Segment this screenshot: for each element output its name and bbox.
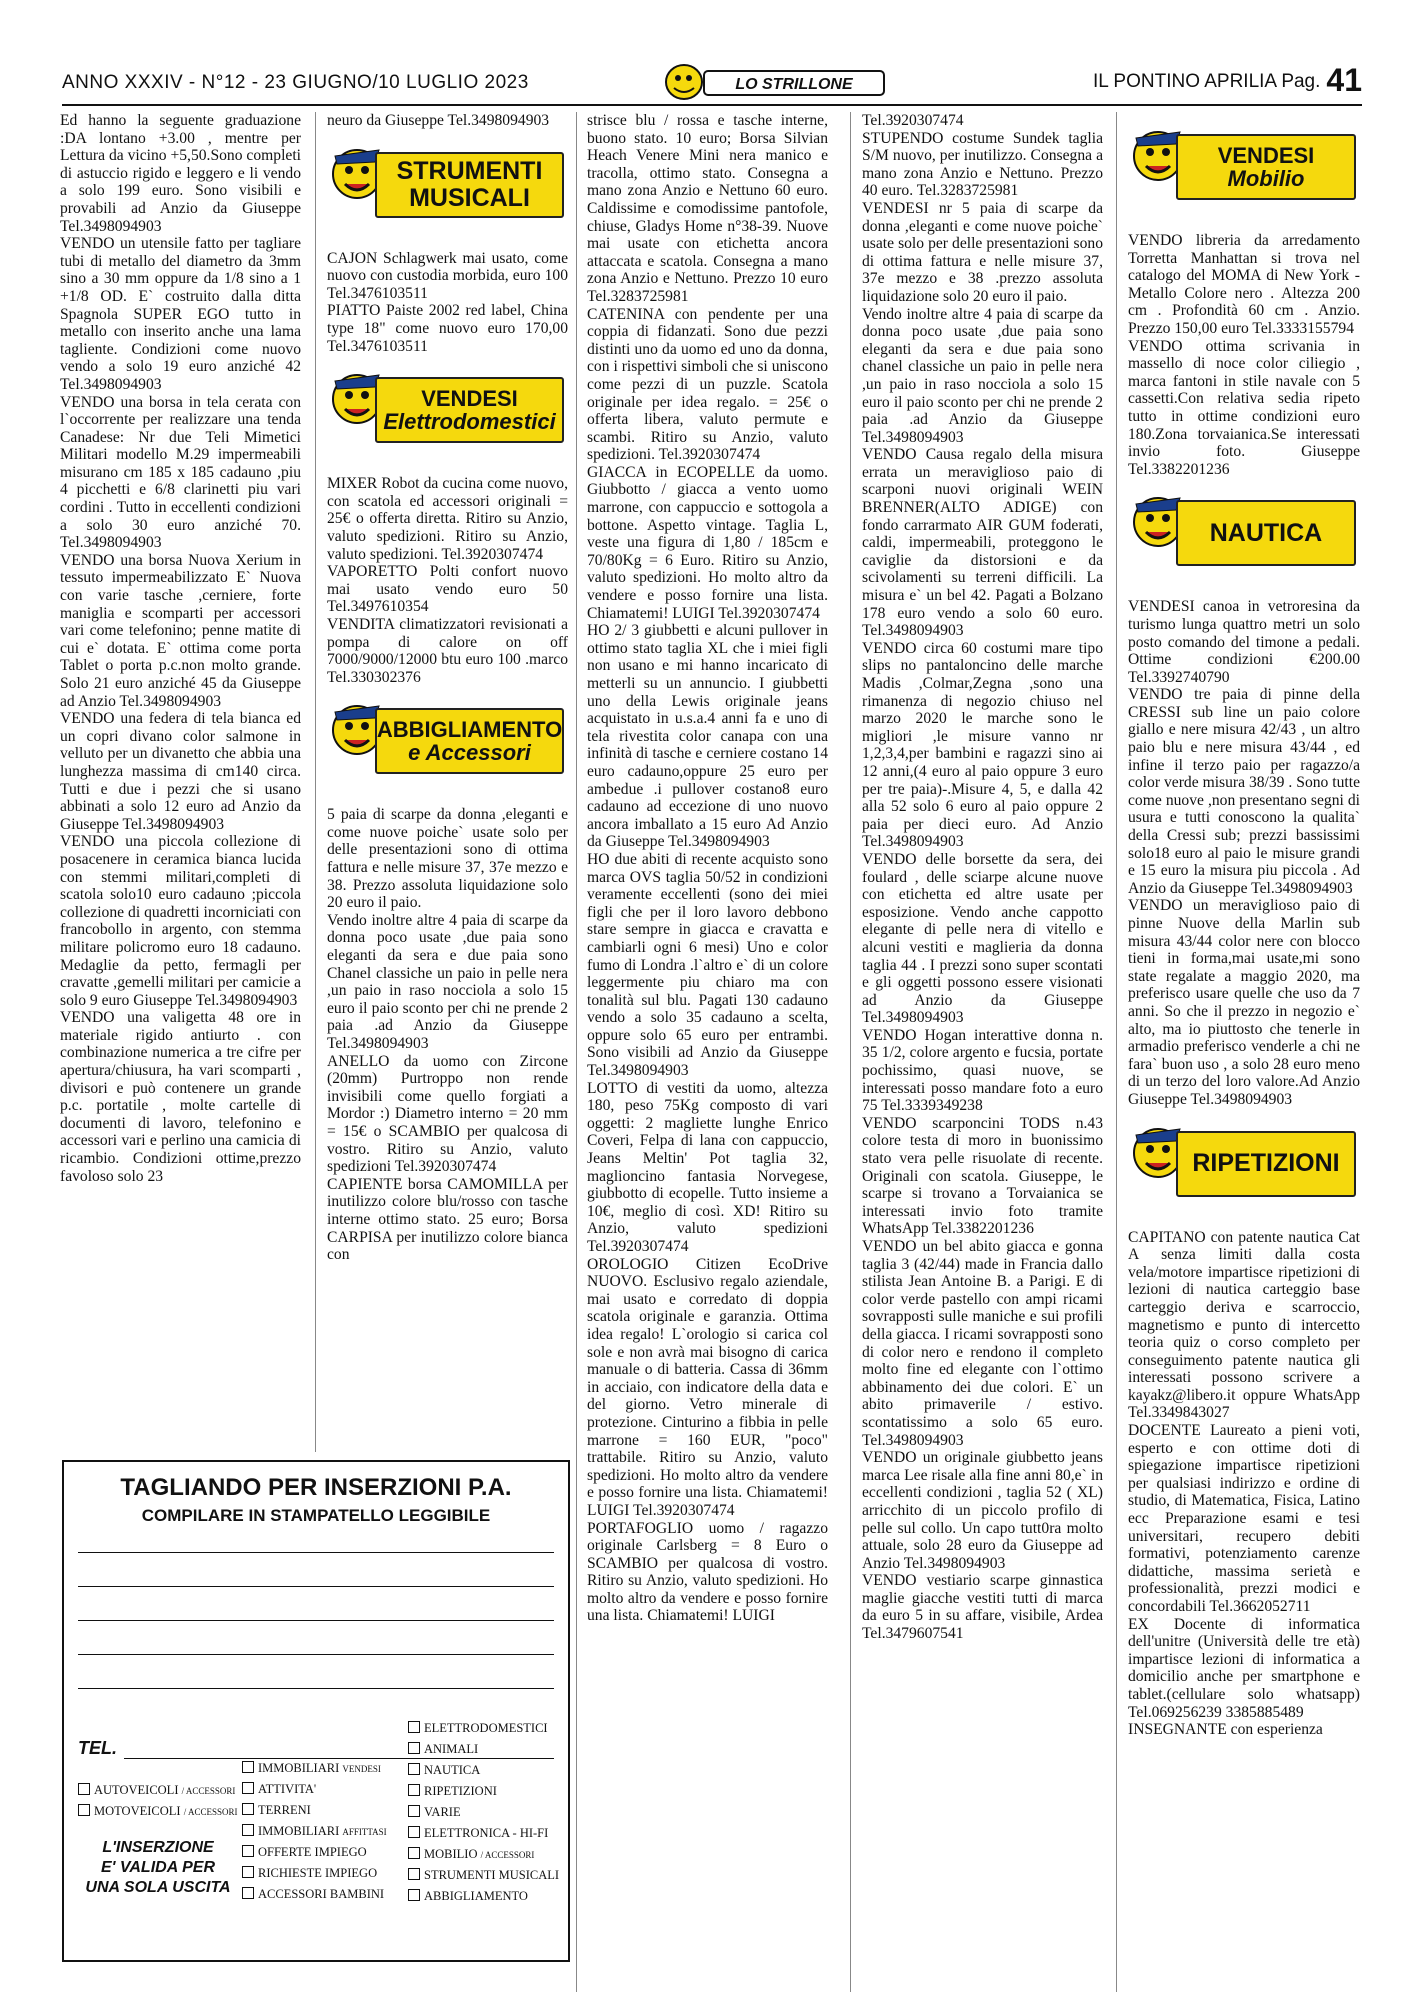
column-2 <box>327 112 568 1452</box>
ad-text: VENDO un originale giubbetto jeans marca Lee risale alla fine anni 80,e` in eccellenti condizioni , taglia 52 ( XL) arricchito di un piccolo profilo di pelle sul collo. Un capo tutt0ra molto attuale, solo 28 euro da Giuseppe ad Anzio Tel.3498094903 <box>862 1449 1103 1572</box>
ad-text: GIACCA in ECOPELLE da uomo. Giubbotto / giacca a vento uomo marrone, con cappuccio e sottogola a bottone. Aspetto vintage. Taglia L, veste una figura di 1,80 / 185cm e 70/80Kg = 6 Euro. Ritiro su Anzio, valuto spedizioni. Ho molto altro da vendere e posso fornire una lista. Chiamatemi! LUIGI Tel.3920307474 <box>587 463 828 622</box>
ad-text: PIATTO Paiste 2002 red label, China type 18" come nuovo euro 170,00 Tel.3476103511 <box>327 302 568 355</box>
section-title <box>1176 134 1356 200</box>
column-4 <box>862 112 1103 1992</box>
tel-label: TEL. <box>78 1738 117 1758</box>
checkbox[interactable] <box>242 1761 254 1773</box>
column-1 <box>60 112 301 1452</box>
checkbox[interactable] <box>242 1887 254 1899</box>
category-label: AUTOVEICOLI <box>94 1783 179 1797</box>
ad-text: Vendo inoltre altre 4 paia di scarpe da donna poco usate ,due paia sono eleganti da sera e due paia sono chanel classiche un paio in pelle nera ,un paio in raso nocciola a solo 15 euro il paio sconto per chi ne prende 2 paia .ad Anzio da Giuseppe Tel.3498094903 <box>862 305 1103 446</box>
section-banner-abbigliamento <box>327 690 568 800</box>
category-checkbox-row[interactable] <box>408 1781 559 1802</box>
category-group-goods <box>408 1718 559 1907</box>
ad-text: LOTTO di vestiti da uomo, altezza 180, peso 75Kg composto di vari oggetti: 2 magliette lunghe Enrico Coveri, Felpa di lana con cappuccio, Jeans Meltin' Pot taglia 32, maglioncino fantasia Norvegese, giubbotto di ecopelle. Tutto insieme a 10€, meglio di così. XD! Ritiro su Anzio, valuto spedizioni Tel.3920307474 <box>587 1079 828 1255</box>
ad-text: VENDO una piccola collezione di posacenere in ceramica bianca lucida con stemmi militari,completi di scatola solo10 euro cadauno ;piccola collezione di quadretti incorniciati con francobollo in argento, con stemma militare policromo euro 18 cadauno. Medaglie da petto, fermagli per cravatte ,gemelli militari per camicie a solo 9 euro Giuseppe Tel.3498094903 <box>60 833 301 1009</box>
ad-text: HO 2/ 3 giubbetti e alcuni pullover in ottimo stato taglia XL che i miei figli non usano e mi hanno incaricato di metterli su un annuncio. I giubbetti uno della Lewis originale jeans acquistato in u.s.a.4 anni fa e uno di tela rivestita color canapa con una infinità di tasche e cerniere costano 14 euro cadauno,oppure 25 euro per ambedue .i pullover costano8 euro cadauno ad eccezione di uno nuovo ancora imballato a 15 euro Ad Anzio da Giuseppe Tel.3498094903 <box>587 622 828 851</box>
category-label: ACCESSORI BAMBINI <box>258 1887 385 1901</box>
category-sublabel: / ACCESSORI <box>183 1807 238 1817</box>
category-label: MOTOVEICOLI <box>94 1804 181 1818</box>
section-title-line1: VENDESI <box>421 386 518 412</box>
section-banner-strumenti <box>327 134 568 244</box>
ad-text: VENDO scarponcini TODS n.43 colore testa di moro in buonissimo stato vera pelle risuolate di recente. Originali con scatola. Giuseppe, le scarpe si trovano a Torvaianica se interessati invio foto tramite WhatsApp Tel.3382201236 <box>862 1114 1103 1238</box>
ad-coupon-form <box>62 1460 570 1962</box>
ad-text: DOCENTE Laureato a pieni voti, esperto e con ottime doti di spiegazione impartisce ripetizioni per qualsiasi indirizzo e ordine di studio, di Matematica, Fisica, Latino ecc Preparazione esami e tesi universitari, recupero debiti formativi, potenziamento carenze didattiche, massima serietà e professionalità, prezzi modici e concordabili Tel.3662052711 <box>1128 1422 1360 1615</box>
checkbox[interactable] <box>408 1805 420 1817</box>
checkbox[interactable] <box>408 1721 420 1733</box>
category-checkbox-row[interactable] <box>408 1718 559 1739</box>
validity-line: L'INSERZIONE <box>102 1839 214 1856</box>
section-banner-ripetizioni <box>1128 1113 1360 1223</box>
checkbox[interactable] <box>242 1866 254 1878</box>
coupon-title: TAGLIANDO PER INSERZIONI P.A. <box>120 1474 512 1501</box>
section-title: RIPETIZIONI <box>1176 1131 1356 1197</box>
checkbox[interactable] <box>408 1784 420 1796</box>
checkbox[interactable] <box>408 1868 420 1880</box>
section-title-line2: Mobilio <box>1227 166 1305 191</box>
checkbox[interactable] <box>242 1824 254 1836</box>
ad-text: VENDO una federa di tela bianca ed un copri divano color salmone in velluto per un divanetto che abbia una lunghezza massima di cm140 circa. Tutti e due i pezzi che si usano abbinati a solo 12 euro ad Anzio da Giuseppe Tel.3498094903 <box>60 710 301 833</box>
category-label: OFFERTE IMPIEGO <box>258 1845 367 1859</box>
category-sublabel: AFFITTASI <box>342 1827 387 1837</box>
section-title-line2: e Accessori <box>408 740 531 766</box>
category-label: ATTIVITA' <box>258 1782 317 1796</box>
checkbox[interactable] <box>408 1826 420 1838</box>
category-checkbox-row[interactable] <box>242 1821 387 1842</box>
checkbox[interactable] <box>408 1742 420 1754</box>
ad-text: EX Docente di informatica dell'unitre (Università delle tre età) impartisce lezioni di informatica a domicilio anche per smartphone e tablet.(cellulare solo whatsapp) Tel.069256239 3385885489 <box>1128 1615 1360 1721</box>
ad-text: VENDO Causa regalo della misura errata un meraviglioso paio di scarponi nuovi originali WEIN BRENNER(ALTO ADIGE) con fondo carrarmato AIR GUM foderati, caldi, impermeabili, proteggono le caviglie da distorsioni e da scivolamenti su terreni difficili. La misura e` un bel 42. Pagati a Bolzano 178 euro vendo a solo 60 euro. Tel.3498094903 <box>862 446 1103 640</box>
ad-text: HO due abiti di recente acquisto sono marca OVS taglia 50/52 in condizioni veramente eccellenti (sono dei miei figli che per il loro lavoro debbono stare sempre in giacca e cravatta e cambiarli ogni 6 mesi) Uno e color fumo di Londra .l`altro e` di un colore leggermente piu chiaro ma con tonalità sul blu. Pagati 130 cadauno vendo a solo 35 cadauno a scelta, oppure solo 65 euro per entrambi. Sono visibili ad Anzio da Giuseppe Tel.3498094903 <box>587 850 828 1080</box>
lo-strillone-logo <box>662 62 892 102</box>
category-checkbox-row[interactable] <box>242 1779 387 1800</box>
column-3 <box>587 112 828 1992</box>
logo-text: LO STRILLONE <box>735 76 853 93</box>
category-checkbox-row[interactable] <box>242 1884 387 1905</box>
category-group-vehicles <box>78 1780 237 1822</box>
checkbox[interactable] <box>408 1847 420 1859</box>
write-line[interactable] <box>78 1654 554 1655</box>
checkbox[interactable] <box>242 1803 254 1815</box>
category-sublabel: VENDESI <box>342 1764 381 1774</box>
ad-text: VENDO vestiario scarpe ginnastica maglie giacche vestiti tutti di marca da euro 5 in su affare, visibile, Ardea Tel.3479607541 <box>862 1572 1103 1643</box>
ad-text: 5 paia di scarpe da donna ,eleganti e come nuove poiche` usate solo per delle presentazioni sono di ottima fattura e nelle misure 37, 37e mezzo e 38. Prezzo assoluta liquidazione solo 20 euro il paio. <box>327 806 568 912</box>
section-banner-elettrodomestici <box>327 359 568 469</box>
category-checkbox-row[interactable] <box>408 1844 559 1865</box>
ad-text: VENDO una borsa in tela cerata con l`occorrente per realizzare una tenda Canadese: Nr due Teli Mimetici Militari modello M.29 impermeabili misurano cm 185 x 185 cadauno ,piu 4 picchetti e 6/8 clarinetti piu vari cordini . Tutto in eccellenti condizioni a solo 30 euro anziché 70. Tel.3498094903 <box>60 393 301 552</box>
ad-text: Ed hanno la seguente graduazione :DA lontano +3.00 , mentre per Lettura da vicino +5,50.Sono completi di astuccio rigido e leggero e li vendo a solo 199 euro. Sono visibili e provabili ad Anzio da Giuseppe Tel.3498094903 <box>60 112 301 235</box>
ad-text: VAPORETTO Polti confort nuovo mai usato vendo euro 50 Tel.3497610354 <box>327 563 568 616</box>
ad-text: CAJON Schlagwerk mai usato, come nuovo con custodia morbida, euro 100 Tel.3476103511 <box>327 249 568 302</box>
category-label: IMMOBILIARI <box>258 1761 340 1775</box>
category-label: STRUMENTI MUSICALI <box>424 1868 560 1882</box>
ad-text: STUPENDO costume Sundek taglia S/M nuovo, per inutilizzo. Consegna a mano zona Anzio e Nettuno. Prezzo 40 euro. Tel.3283725981 <box>862 129 1103 200</box>
ad-text: VENDO un utensile fatto per tagliare tubi di metallo del diametro da 3mm sino a 30 mm oppure da 1/8 sino a 1 +1/8 OD. E` costruito dalla ditta Spagnola SUPER EGO tutto in metallo con inserito anche una lama tagliente. Condizioni come nuovo vendo a solo 19 euro anziché 42 Tel.3498094903 <box>60 235 301 393</box>
category-checkbox-row[interactable] <box>242 1800 387 1821</box>
ad-text: CATENINA con pendente per una coppia di fidanzati. Sono due pezzi distinti uno da uomo ed uno da donna, con i rispettivi simboli che si uniscono come pezzi di un puzzle. Scatola originale per idea regalo. = 25€ o offerta libera, valuto permute e scambi. Ritiro su Anzio, valuto spedizioni. Tel.3920307474 <box>587 305 828 464</box>
checkbox[interactable] <box>242 1782 254 1794</box>
checkbox[interactable] <box>408 1763 420 1775</box>
section-banner-mobilio <box>1128 116 1360 226</box>
ad-text: strisce blu / rossa e tasche interne, buono stato. 10 euro; Borsa Silvian Heach Venere Mini nera manico e tracolla, ottimo stato. Consegna a mano zona Anzio e Nettuno 60 euro. Caldissime e comodissime pantofole, chiuse, Gladys Home n°38-39. Nuove mai usate con etichetta ancora attaccata e scatola. Consegna a mano zona Anzio e Nettuno. Prezzo 10 euro Tel.3283725981 <box>587 112 828 305</box>
ad-text: Tel.3920307474 <box>862 112 964 129</box>
ad-text: Vendo inoltre altre 4 paia di scarpe da donna poco usate ,due paia sono eleganti da sera e due paia sono Chanel classiche un paio in pelle nera ,un paio in raso nocciola a solo 15 euro il paio sconto per chi ne prende 2 paia .ad Anzio da Giuseppe Tel.3498094903 <box>327 911 568 1052</box>
ad-text: PORTAFOGLIO uomo / ragazzo originale Carlsberg = 8 Euro o SCAMBIO per qualcosa di vostro. Ritiro su Anzio, valuto spedizioni. Ho molto altro da vendere e posso fornire una lista. Chiamatemi! LUIGI <box>587 1519 828 1625</box>
checkbox[interactable] <box>242 1845 254 1857</box>
category-group-property <box>242 1758 387 1905</box>
category-checkbox-row[interactable] <box>408 1865 559 1886</box>
category-checkbox-row[interactable] <box>408 1802 559 1823</box>
page-header <box>62 62 1362 106</box>
category-checkbox-row[interactable] <box>242 1842 387 1863</box>
ad-text: VENDO delle borsette da sera, dei foulard , delle sciarpe alcune nuove con etichetta ed altre usate per esposizione. Vendo anche cappotto elegante di pelle nera di vitello e alcuni vestiti e maglieria da donna taglia 44 . I prezzi sono super scontati e gli oggetti possono essere visionati ad Anzio da Giuseppe Tel.3498094903 <box>862 850 1103 1027</box>
validity-line: UNA SOLA USCITA <box>85 1879 231 1896</box>
write-line[interactable] <box>78 1688 554 1689</box>
category-checkbox-row[interactable] <box>78 1780 237 1801</box>
category-label: VARIE <box>424 1805 461 1819</box>
category-label: NAUTICA <box>424 1763 481 1777</box>
checkbox[interactable] <box>78 1783 90 1795</box>
publication-name: IL PONTINO APRILIA Pag. <box>1093 71 1321 92</box>
ad-text: VENDO Hogan interattive donna n. 35 1/2, colore argento e fucsia, portate pochissimo, quasi nuove, se interessati posso mandare foto a euro 75 Tel.3339349238 <box>862 1026 1103 1115</box>
ad-text: CAPITANO con patente nautica Cat A senza limiti dalla costa vela/motore impartisce ripetizioni di lezioni di nautica carteggio base carteggio deriva e scarroccio, magnetismo e punto di intercetto teoria quiz o corso completo per conseguimento patente nautica gli interessati possono scrivere a kayakz@libero.it oppure WhatsApp Tel.3349843027 <box>1128 1228 1360 1422</box>
validity-notice <box>78 1838 238 1898</box>
category-sublabel: / ACCESSORI <box>181 1786 236 1796</box>
coupon-subtitle: COMPILARE IN STAMPATELLO LEGGIBILE <box>141 1506 491 1525</box>
section-banner-nautica <box>1128 482 1360 592</box>
category-label: ABBIGLIAMENTO <box>424 1889 528 1903</box>
ad-text: neuro da Giuseppe Tel.3498094903 <box>327 112 550 129</box>
category-label: ANIMALI <box>424 1742 479 1756</box>
category-checkbox-row[interactable] <box>78 1801 237 1822</box>
ad-text: OROLOGIO Citizen EcoDrive NUOVO. Esclusivo regalo aziendale, mai usato e corredato di doppia scatola originale e garanzia. Ottima idea regalo! L`orologio si carica col sole e non avrà mai bisogno di carica manuale o di batteria. Cassa di 36mm in acciaio, con indicatore della data e del giorno. Vetro minerale di protezione. Cinturino a fibbia in pelle marrone = 160 EUR, "poco" trattabile. Ritiro su Anzio, valuto spedizioni. Ho molto altro da vendere e posso fornire una lista. Chiamatemi! LUIGI Tel.3920307474 <box>587 1255 828 1519</box>
ad-text: VENDO tre paia di pinne della CRESSI sub line un paio colore giallo e nere misura 42/43 , un altro paio blu e nere misura 43/44 , ed infine il terzo paio per ragazzo/a color verde misura 38/39 . Sono tutte come nuove ,non presentano segni di usura e tutti conoscono la qualita` della Cressi sub; prezzi bassissimi solo18 euro al paio le misure grandi e 15 euro la misura piu piccola . Ad Anzio da Giuseppe Tel.3498094903 <box>1128 686 1360 897</box>
category-label: ELETTRODOMESTICI <box>424 1721 548 1735</box>
ad-text: MIXER Robot da cucina come nuovo, con scatola ed accessori originali = 25€ o offerta diretta. Ritiro su Anzio, valuto spedizioni. Ritiro su Anzio, valuto spedizioni. Tel.3920307474 <box>327 475 568 563</box>
ad-text: VENDO circa 60 costumi mare tipo slips no pantaloncino delle marche Madis ,Colmar,Zegna ,sono una rimanenza di negozio chiuso nel marzo 2020 le marche sono le migliori ,le misure vanno nr 1,2,3,4,per bambini e ragazzi sino ai 12 anni,(4 euro al paio oppure 3 euro per tre paia)-.Misure 4, 5, e dalla 42 alla 52 solo 6 euro al paio oppure 2 paia per dieci euro. Ad Anzio Tel.3498094903 <box>862 639 1103 851</box>
section-title-line1: ABBIGLIAMENTO <box>376 717 563 743</box>
category-label: MOBILIO <box>424 1847 478 1861</box>
ad-text: CAPIENTE borsa CAMOMILLA per inutilizzo colore blu/rosso con tasche interne ottimo stato. 25 euro; Borsa CARPISA per inutilizzo colore bianca con <box>327 1175 568 1264</box>
ad-text: VENDO un meraviglioso paio di pinne Nuove della Marlin sub misura 43/44 color nere con blocco tieni in forma,mai usate,mi sono state regalate a maggio 2020, ma preferisco usare quelle che uso da 7 anni. So che il prezzo in negozio e` alto, ma io piuttosto che tenerle in armadio preferisco venderle a chi ne fara` buon uso , a solo 28 euro meno di un terzo del loro valore.Ad Anzio Giuseppe Tel.3498094903 <box>1128 897 1360 1108</box>
ad-text: INSEGNANTE con esperienza <box>1128 1721 1323 1739</box>
section-title-line1: VENDESI <box>1217 142 1315 168</box>
checkbox[interactable] <box>408 1889 420 1901</box>
checkbox[interactable] <box>78 1804 90 1816</box>
ad-text: VENDO libreria da arredamento Torretta Manhattan si trova nel catalogo del MOMA di New York - Metallo Colore nero . Altezza 200 cm . Profondità 60 cm . Anzio. Prezzo 150,00 euro Tel.3333155794 <box>1128 232 1360 337</box>
ad-text: VENDITA climatizzatori revisionati a pompa di calore on off 7000/9000/12000 btu euro 100 .marco Tel.330302376 <box>327 615 568 686</box>
category-label: IMMOBILIARI <box>258 1824 340 1838</box>
category-sublabel: / ACCESSORI <box>480 1850 535 1860</box>
category-checkbox-row[interactable] <box>408 1760 559 1781</box>
ad-text: VENDO una borsa Nuova Xerium in tessuto impermeabilizzato E` Nuova con varie tasche ,cerniere, forte maniglia e scomparti per accessori vari come telefonino; penne matite di cui e` dotata. E` ottima come porta Tablet o porta p.c.non molto grande. Solo 21 euro anziché 45 da Giuseppe ad Anzio Tel.3498094903 <box>60 551 301 710</box>
ad-text: VENDESI nr 5 paia di scarpe da donna ,eleganti e come nuove poiche` usate solo per delle presentazioni sono di ottima fattura e nelle misure 37, 37e mezzo e 38 .prezzo assoluta liquidazione solo 20 euro il paio. <box>862 199 1103 305</box>
column-5 <box>1128 112 1360 1992</box>
category-label: ELETTRONICA - HI-FI <box>424 1826 549 1840</box>
category-checkbox-row[interactable] <box>242 1758 387 1779</box>
section-title <box>375 708 564 774</box>
write-line[interactable] <box>78 1586 554 1587</box>
section-title-line2: Elettrodomestici <box>383 409 556 435</box>
category-label: TERRENI <box>258 1803 311 1817</box>
page-number: 41 <box>1326 62 1362 98</box>
issue-info: ANNO XXXIV - N°12 - 23 GIUGNO/10 LUGLIO 2023 <box>62 72 529 93</box>
category-checkbox-row[interactable] <box>408 1739 559 1760</box>
section-title: STRUMENTI MUSICALI <box>375 152 564 218</box>
category-checkbox-row[interactable] <box>408 1823 559 1844</box>
section-title <box>375 377 564 443</box>
category-checkbox-row[interactable] <box>242 1863 387 1884</box>
ad-text: VENDO una valigetta 48 ore in materiale rigido antiurto . con combinazione numerica a tre cifre per apertura/chiusura, ha vari scomparti , divisori e può contenere un grande p.c. portatile , molte cartelle di documenti di lavoro, telefonino e accessori vari e perlino una camicia di ricambio. Condizioni ottime,prezzo favoloso solo 23 <box>60 1009 301 1185</box>
section-title: NAUTICA <box>1176 500 1356 566</box>
ad-text: VENDO ottima scrivania in massello di noce color ciliegio , marca fantoni in stile navale con 5 cassetti.Con relativa sedia ripeto tutto in ottime condizioni euro 180.Zona torvaianica.Se interessati invio foto. Giuseppe Tel.3382201236 <box>1128 337 1360 478</box>
ad-text: ANELLO da uomo con Zircone (20mm) Purtroppo non rende invisibili come quello forgiati a Mordor :) Diametro interno = 20 mm = 15€ o SCAMBIO per qualcosa di vostro. Ritiro su Anzio, valuto spedizioni Tel.3920307474 <box>327 1052 568 1176</box>
category-label: RIPETIZIONI <box>424 1784 497 1798</box>
category-label: RICHIESTE IMPIEGO <box>258 1866 378 1880</box>
publication-info <box>1093 62 1362 99</box>
category-checkbox-row[interactable] <box>408 1886 559 1907</box>
write-line[interactable] <box>78 1552 554 1553</box>
ad-text: VENDESI canoa in vetroresina da turismo lunga quattro metri un solo posto comando del timone a pedali. Ottime condizioni €200.00 Tel.3392740790 <box>1128 598 1360 686</box>
write-line[interactable] <box>78 1620 554 1621</box>
validity-line: E' VALIDA PER <box>100 1859 216 1876</box>
ad-text: VENDO un bel abito giacca e gonna taglia 3 (42/44) made in Francia dallo stilista Jean Antoine B. a Parigi. E di color verde pastello con ampi ricami sovrapposti sulle maniche e sui profili della giacca. I ricami sovrapposti sono di color nero e rendono il completo molto fine ed elegante con l`ottimo abbinamento dei due colori. E` un abito primaverile / estivo. scontatissimo a solo 65 euro. Tel.3498094903 <box>862 1238 1103 1449</box>
